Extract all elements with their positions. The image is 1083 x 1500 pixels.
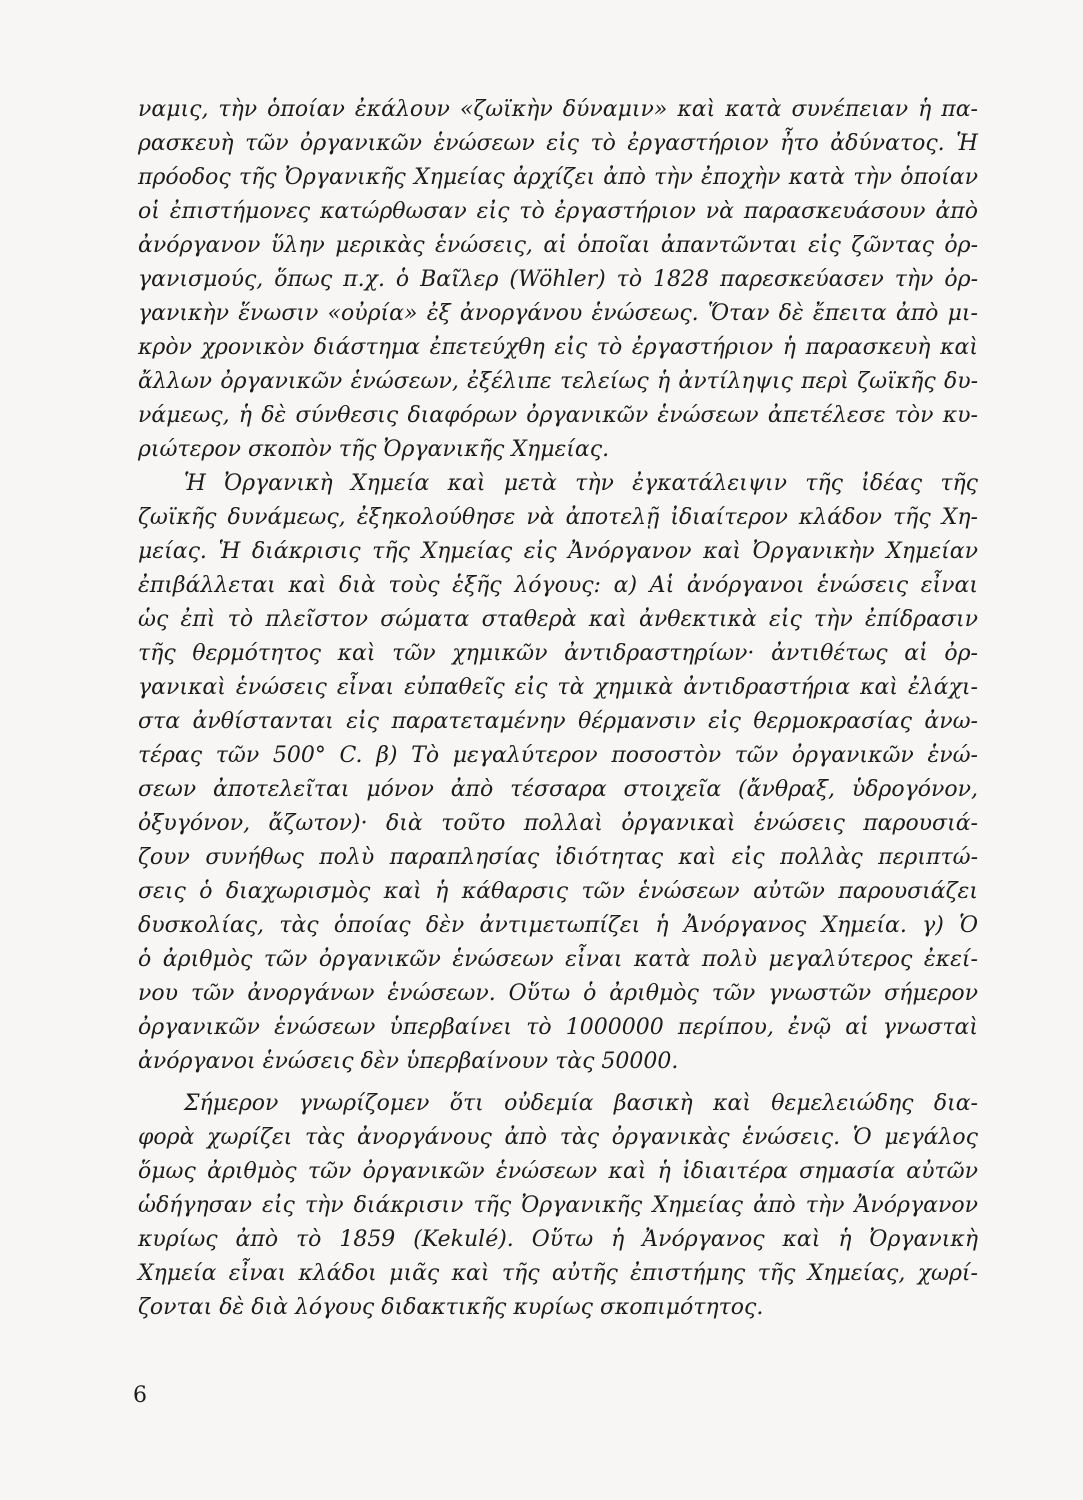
- text-line: ὡδήγησαν εἰς τὴν διάκρισιν τῆς Ὀργανικῆς Χημείας ἀπὸ τὴν Ἀνόργανον: [138, 1193, 978, 1218]
- text-line: ὅμως ἀριθμὸς τῶν ὀργανικῶν ἑνώσεων καὶ ἡ ἰδιαιτέρα σημασία αὐτῶν: [138, 1159, 978, 1184]
- text-line: φορὰ χωρίζει τὰς ἀνοργάνους ἀπὸ τὰς ὀργανικὰς ἑνώσεις. Ὁ μεγάλος: [138, 1125, 978, 1150]
- text-line: δυσκολίας, τὰς ὁποίας δὲν ἀντιμετωπίζει ἡ Ἀνόργανος Χημεία. γ) Ὁ: [138, 913, 978, 938]
- text-line: στα ἀνθίστανται εἰς παρατεταμένην θέρμανσιν εἰς θερμοκρασίας ἀνω-: [138, 709, 978, 734]
- text-line: κυρίως ἀπὸ τὸ 1859 (Kekulé). Οὕτω ἡ Ἀνόργανος καὶ ἡ Ὀργανικὴ: [138, 1227, 978, 1252]
- text-line: ζωϊκῆς δυνάμεως, ἐξηκολούθησε νὰ ἀποτελῇ ἰδιαίτερον κλάδον τῆς Χη-: [138, 505, 978, 530]
- text-line: ἐπιβάλλεται καὶ διὰ τοὺς ἑξῆς λόγους: α) Αἱ ἀνόργανοι ἑνώσεις εἶναι: [138, 573, 978, 598]
- paragraph-first-line: Ἡ Ὀργανικὴ Χημεία καὶ μετὰ τὴν ἐγκατάλειψιν τῆς ἰδέας τῆς: [184, 471, 978, 496]
- text-line: μείας. Ἡ διάκρισις τῆς Χημείας εἰς Ἀνόργανον καὶ Ὀργανικὴν Χημείαν: [138, 539, 978, 564]
- text-line: ὁ ἀριθμὸς τῶν ὀργανικῶν ἑνώσεων εἶναι κατὰ πολὺ μεγαλύτερος ἐκεί-: [138, 947, 978, 972]
- text-line: νου τῶν ἀνοργάνων ἑνώσεων. Οὕτω ὁ ἀριθμὸς τῶν γνωστῶν σήμερον: [138, 981, 978, 1006]
- text-line: ὀξυγόνον, ἄζωτον)· διὰ τοῦτο πολλαὶ ὀργανικαὶ ἑνώσεις παρουσιά-: [138, 811, 978, 836]
- text-line: ἀνόργανον ὕλην μερικὰς ἑνώσεις, αἱ ὁποῖαι ἀπαντῶνται εἰς ζῶντας ὀρ-: [138, 233, 978, 258]
- text-line: ναμις, τὴν ὁποίαν ἐκάλουν «ζωϊκὴν δύναμιν» καὶ κατὰ συνέπειαν ἡ πα-: [138, 97, 978, 122]
- text-line: γανικὴν ἕνωσιν «οὐρία» ἐξ ἀνοργάνου ἑνώσεως. Ὅταν δὲ ἔπειτα ἀπὸ μι-: [138, 301, 978, 326]
- paragraph-last-line: ζονται δὲ διὰ λόγους διδακτικῆς κυρίως σκοπιμότητος.: [138, 1295, 764, 1320]
- text-line: ζουν συνήθως πολὺ παραπλησίας ἰδιότητας καὶ εἰς πολλὰς περιπτώ-: [138, 845, 978, 870]
- paragraph-last-line: ἀνόργανοι ἑνώσεις δὲν ὑπερβαίνουν τὰς 50000.: [138, 1049, 679, 1074]
- text-line: ὡς ἐπὶ τὸ πλεῖστον σώματα σταθερὰ καὶ ἀνθεκτικὰ εἰς τὴν ἐπίδρασιν: [138, 607, 978, 632]
- page-number: 6: [133, 1383, 147, 1408]
- paragraph-last-line: ριώτερον σκοπὸν τῆς Ὀργανικῆς Χημείας.: [138, 437, 610, 462]
- text-line: γανικαὶ ἑνώσεις εἶναι εὐπαθεῖς εἰς τὰ χημικὰ ἀντιδραστήρια καὶ ἐλάχι-: [138, 675, 978, 700]
- text-line: σεις ὁ διαχωρισμὸς καὶ ἡ κάθαρσις τῶν ἑνώσεων αὐτῶν παρουσιάζει: [138, 879, 978, 904]
- text-line: τέρας τῶν 500° C. β) Τὸ μεγαλύτερον ποσοστὸν τῶν ὀργανικῶν ἑνώ-: [138, 743, 978, 768]
- text-line: σεων ἀποτελεῖται μόνον ἀπὸ τέσσαρα στοιχεῖα (ἄνθραξ, ὑδρογόνον,: [138, 777, 978, 802]
- text-line: Χημεία εἶναι κλάδοι μιᾶς καὶ τῆς αὐτῆς ἐπιστήμης τῆς Χημείας, χωρί-: [138, 1261, 978, 1286]
- text-line: οἱ ἐπιστήμονες κατώρθωσαν εἰς τὸ ἐργαστήριον νὰ παρασκευάσουν ἀπὸ: [138, 199, 978, 224]
- text-line: ἄλλων ὀργανικῶν ἑνώσεων, ἐξέλιπε τελείως ἡ ἀντίληψις περὶ ζωϊκῆς δυ-: [138, 369, 978, 394]
- text-line: νάμεως, ἡ δὲ σύνθεσις διαφόρων ὀργανικῶν ἑνώσεων ἀπετέλεσε τὸν κυ-: [138, 403, 978, 428]
- text-line: πρόοδος τῆς Ὀργανικῆς Χημείας ἀρχίζει ἀπὸ τὴν ἐποχὴν κατὰ τὴν ὁποίαν: [138, 165, 978, 190]
- paragraph-first-line: Σήμερον γνωρίζομεν ὅτι οὐδεμία βασικὴ καὶ θεμελειώδης δια-: [184, 1091, 978, 1116]
- text-line: ὀργανικῶν ἑνώσεων ὑπερβαίνει τὸ 1000000 περίπου, ἐνῷ αἱ γνωσταὶ: [138, 1015, 978, 1040]
- text-line: γανισμούς, ὅπως π.χ. ὁ Βαῖλερ (Wöhler) τὸ 1828 παρεσκεύασεν τὴν ὀρ-: [138, 267, 978, 292]
- text-line: ρασκευὴ τῶν ὀργανικῶν ἑνώσεων εἰς τὸ ἐργαστήριον ἦτο ἀδύνατος. Ἡ: [138, 131, 978, 156]
- text-line: κρὸν χρονικὸν διάστημα ἐπετεύχθη εἰς τὸ ἐργαστήριον ἡ παρασκευὴ καὶ: [138, 335, 978, 360]
- text-line: τῆς θερμότητος καὶ τῶν χημικῶν ἀντιδραστηρίων· ἀντιθέτως αἱ ὀρ-: [138, 641, 978, 666]
